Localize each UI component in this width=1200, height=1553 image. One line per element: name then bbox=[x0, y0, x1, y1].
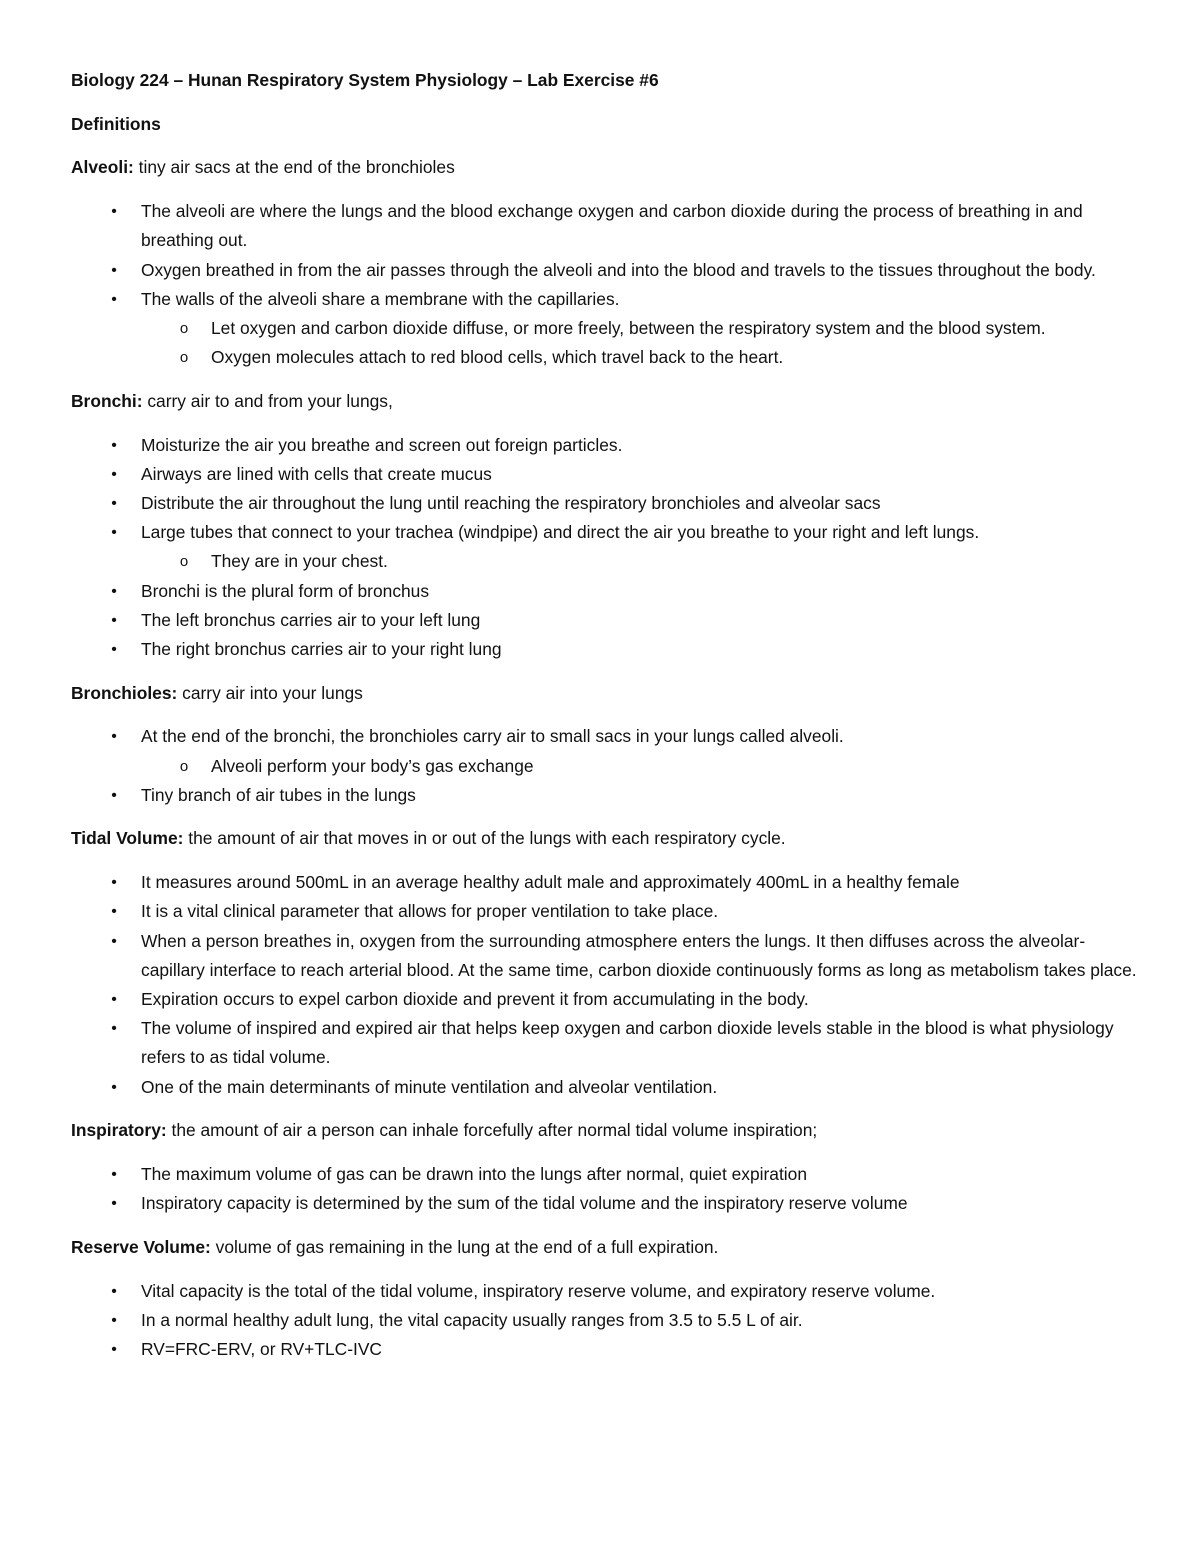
document-page bbox=[71, 66, 1141, 1379]
list-item-text: The maximum volume of gas can be drawn into the lungs after normal, quiet expiration bbox=[141, 1164, 808, 1184]
bullet-icon: • bbox=[111, 1282, 117, 1300]
sub-bullet-icon: o bbox=[179, 349, 189, 367]
definition-text: the amount of air a person can inhale forcefully after normal tidal volume inspiration; bbox=[166, 1120, 818, 1141]
sub-list-item-text: Oxygen molecules attach to red blood cells, which travel back to the heart. bbox=[211, 347, 784, 368]
bullet-icon: • bbox=[111, 611, 117, 629]
list-item bbox=[111, 1335, 1141, 1364]
list-item-text: Distribute the air throughout the lung until reaching the respiratory bronchioles and alveolar sacs bbox=[141, 492, 881, 513]
sub-list-item bbox=[179, 343, 1141, 372]
list-item-text: Expiration occurs to expel carbon dioxide and prevent it from accumulating in the body. bbox=[141, 988, 809, 1009]
bullet-list bbox=[71, 868, 1141, 1102]
bullet-icon: • bbox=[111, 524, 117, 542]
bullet-list bbox=[71, 1277, 1141, 1365]
list-item bbox=[111, 197, 1141, 255]
list-item bbox=[111, 635, 1141, 664]
bullet-icon: • bbox=[111, 203, 117, 221]
bullet-list bbox=[71, 722, 1141, 810]
list-item bbox=[111, 1277, 1141, 1306]
definition-text: carry air to and from your lungs, bbox=[142, 390, 393, 411]
bullet-icon: • bbox=[111, 1195, 117, 1213]
list-item bbox=[111, 927, 1141, 985]
bullet-icon: • bbox=[111, 903, 117, 921]
bullet-icon: • bbox=[111, 874, 117, 892]
list-item-text: Bronchi is the plural form of bronchus bbox=[141, 580, 430, 601]
bullet-icon: • bbox=[111, 1020, 117, 1038]
bullet-icon: • bbox=[111, 1341, 117, 1359]
list-item bbox=[111, 518, 1141, 576]
definition-entry bbox=[71, 153, 1141, 182]
bullet-icon: • bbox=[111, 1078, 117, 1096]
sub-bullet-list bbox=[141, 314, 1141, 372]
bullet-list bbox=[71, 197, 1141, 372]
list-item-text: Tiny branch of air tubes in the lungs bbox=[141, 784, 416, 805]
definition-entry bbox=[71, 1116, 1141, 1145]
sub-bullet-icon: o bbox=[179, 553, 189, 571]
list-item-text: Moisturize the air you breathe and screen out foreign particles. bbox=[141, 434, 623, 455]
list-item bbox=[111, 1014, 1141, 1072]
list-item bbox=[111, 606, 1141, 635]
list-item-text: It measures around 500mL in an average healthy adult male and approximately 400mL in a healthy female bbox=[141, 872, 960, 893]
list-item-text: When a person breathes in, oxygen from the surrounding atmosphere enters the lungs. It then diffuses across the alveolar-capillary interface to reach arterial blood. At the same time, carbon dioxide continuously forms as long as metabolism takes place. bbox=[141, 930, 1137, 980]
bullet-icon: • bbox=[111, 728, 117, 746]
list-item bbox=[111, 868, 1141, 897]
list-item bbox=[111, 985, 1141, 1014]
list-item bbox=[111, 1160, 1141, 1189]
definition-term: Reserve Volume: bbox=[71, 1236, 211, 1257]
list-item-text: It is a vital clinical parameter that allows for proper ventilation to take place. bbox=[141, 901, 719, 922]
bullet-icon: • bbox=[111, 494, 117, 512]
list-item-text: The left bronchus carries air to your left lung bbox=[141, 609, 481, 630]
definition-text: carry air into your lungs bbox=[177, 682, 363, 703]
definition-term: Bronchi: bbox=[71, 390, 143, 411]
list-item bbox=[111, 285, 1141, 373]
sub-list-item bbox=[179, 547, 1141, 576]
definition-term: Bronchioles: bbox=[71, 682, 178, 703]
bullet-icon: • bbox=[111, 990, 117, 1008]
bullet-icon: • bbox=[111, 436, 117, 454]
sub-list-item bbox=[179, 314, 1141, 343]
bullet-icon: • bbox=[111, 1311, 117, 1329]
list-item-text: The right bronchus carries air to your right lung bbox=[141, 638, 502, 659]
list-item bbox=[111, 256, 1141, 285]
list-item-text: Airways are lined with cells that create mucus bbox=[141, 463, 492, 484]
bullet-icon: • bbox=[111, 582, 117, 600]
list-item bbox=[111, 722, 1141, 780]
sub-list-item-text: Alveoli perform your body’s gas exchange bbox=[211, 755, 534, 776]
bullet-icon: • bbox=[111, 1166, 117, 1183]
definition-entry bbox=[71, 824, 1141, 853]
list-item-text: Inspiratory capacity is determined by the sum of the tidal volume and the inspiratory reserve volume bbox=[141, 1193, 908, 1214]
list-item bbox=[111, 431, 1141, 460]
document-title: Biology 224 – Hunan Respiratory System Physiology – Lab Exercise #6 bbox=[71, 70, 659, 90]
list-item-text: The volume of inspired and expired air that helps keep oxygen and carbon dioxide levels stable in the blood is what physiology refers to as tidal volume. bbox=[141, 1018, 1114, 1068]
bullet-icon: • bbox=[111, 261, 117, 279]
list-item-text: Oxygen breathed in from the air passes through the alveoli and into the blood and travels to the tissues throughout the body. bbox=[141, 259, 1096, 280]
list-item bbox=[111, 577, 1141, 606]
bullet-icon: • bbox=[111, 786, 117, 804]
definition-term: Tidal Volume: bbox=[71, 828, 184, 849]
definitions-heading: Definitions bbox=[71, 113, 161, 134]
list-item-text: Vital capacity is the total of the tidal volume, inspiratory reserve volume, and expiratory reserve volume. bbox=[141, 1280, 936, 1301]
bullet-icon: • bbox=[111, 290, 117, 308]
sub-bullet-icon: o bbox=[179, 319, 189, 337]
list-item-text: Large tubes that connect to your trachea (windpipe) and direct the air you breathe to your right and left lungs. bbox=[141, 522, 980, 543]
list-item bbox=[111, 489, 1141, 518]
definition-text: tiny air sacs at the end of the bronchioles bbox=[133, 157, 455, 178]
list-item bbox=[111, 781, 1141, 810]
list-item-text: The alveoli are where the lungs and the blood exchange oxygen and carbon dioxide during the process of breathing in and breathing out. bbox=[141, 201, 1083, 251]
list-item-text: At the end of the bronchi, the bronchioles carry air to small sacs in your lungs called alveoli. bbox=[141, 726, 844, 747]
sub-list-item-text: Let oxygen and carbon dioxide diffuse, or more freely, between the respiratory system and the blood system. bbox=[211, 317, 1046, 338]
definition-text: volume of gas remaining in the lung at the end of a full expiration. bbox=[210, 1236, 719, 1257]
bullet-icon: • bbox=[111, 932, 117, 950]
sub-list-item-text: They are in your chest. bbox=[211, 551, 388, 572]
list-item bbox=[111, 1189, 1141, 1218]
definition-entry bbox=[71, 387, 1141, 416]
sub-bullet-list bbox=[141, 752, 1141, 781]
sub-bullet-list bbox=[141, 547, 1141, 576]
bullet-list bbox=[71, 431, 1141, 665]
bullet-icon: • bbox=[111, 465, 117, 483]
definition-entry bbox=[71, 679, 1141, 708]
bullet-list bbox=[71, 1160, 1141, 1218]
definition-text: the amount of air that moves in or out of the lungs with each respiratory cycle. bbox=[183, 828, 786, 849]
list-item-text: RV=FRC-ERV, or RV+TLC-IVC bbox=[141, 1339, 382, 1360]
list-item bbox=[111, 897, 1141, 926]
list-item-text: In a normal healthy adult lung, the vital capacity usually ranges from 3.5 to 5.5 L of air. bbox=[141, 1309, 803, 1330]
list-item bbox=[111, 1306, 1141, 1335]
definition-term: Alveoli: bbox=[71, 157, 134, 178]
definition-entry bbox=[71, 1233, 1141, 1262]
sub-bullet-icon: o bbox=[179, 757, 189, 775]
list-item bbox=[111, 1073, 1141, 1102]
list-item-text: The walls of the alveoli share a membrane with the capillaries. bbox=[141, 288, 620, 309]
bullet-icon: • bbox=[111, 640, 117, 658]
definitions-list bbox=[71, 153, 1141, 1364]
definition-term: Inspiratory: bbox=[71, 1120, 167, 1141]
list-item-text: One of the main determinants of minute ventilation and alveolar ventilation. bbox=[141, 1076, 718, 1097]
list-item bbox=[111, 460, 1141, 489]
sub-list-item bbox=[179, 752, 1141, 781]
